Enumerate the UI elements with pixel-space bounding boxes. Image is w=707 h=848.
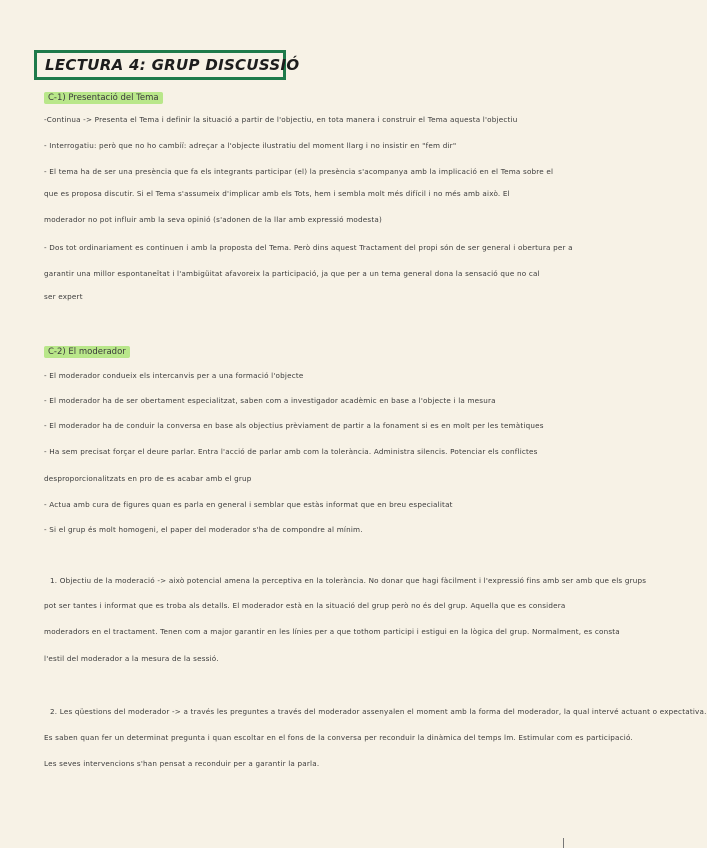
paragraph-1-line: [44, 576, 647, 586]
page-edge-mark: [563, 838, 564, 848]
paragraph-text: 2. Les qüestions del moderador -> a través les preguntes a través del moderador assenyalen el moment amb la forma del moderador, la qual intervé actuant o expectativa.: [50, 707, 707, 716]
text-line: - Dos tot ordinariament es continuen i amb la proposta del Tema. Però dins aquest Tractament del propi són de ser general i obertura per a: [44, 243, 573, 252]
text-line: - Si el grup és molt homogeni, el paper del moderador s'ha de compondre al mínim.: [44, 525, 363, 534]
text-line: desproporcionalitzats en pro de es acabar amb el grup: [44, 474, 252, 483]
text-line: - El moderador ha de ser obertament especialitzat, saben com a investigador acadèmic en base a l'objecte i la mesura: [44, 396, 496, 405]
text-line: ser expert: [44, 292, 83, 301]
text-line: - El moderador ha de conduir la conversa en base als objectius prèviament de partir a la fonament si es en molt per les temàtiques: [44, 421, 544, 430]
text-line: - Actua amb cura de figures quan es parla en general i semblar que estàs informat que en breu especialitat: [44, 500, 453, 509]
text-line: l'estil del moderador a la mesura de la sessió.: [44, 654, 219, 663]
section-heading-presentacio: C-1) Presentació del Tema: [44, 92, 163, 104]
text-line: moderadors en el tractament. Tenen com a major garantir en les línies per a que tothom participi i estigui en la lògica del grup. Normalment, es consta: [44, 627, 620, 636]
text-line: - Ha sem precisat forçar el deure parlar. Entra l'acció de parlar amb com la tolerància. Administra silencis. Potenciar els conflictes: [44, 447, 538, 456]
text-line: que es proposa discutir. Si el Tema s'assumeix d'implicar amb els Tots, hem i sembla molt més difícil i no més amb això. El: [44, 189, 510, 198]
text-line: - Interrogatiu: però que no ho cambiï: adreçar a l'objecte ilustratiu del moment llarg i no insistir en "fem dir": [44, 141, 457, 150]
title-box: [34, 50, 300, 80]
paragraph-2-line: [44, 707, 707, 717]
page-title: LECTURA 4: GRUP DISCUSSIÓ: [45, 56, 300, 74]
text-line: moderador no pot influir amb la seva opinió (s'adonen de la llar amb expressió modesta): [44, 215, 382, 224]
text-line: -Continua -> Presenta el Tema i definir la situació a partir de l'objectiu, en tota manera i construir el Tema aquesta l'objectiu: [44, 115, 518, 124]
text-line: Les seves intervencions s'han pensat a reconduir per a garantir la parla.: [44, 759, 320, 768]
text-line: Es saben quan fer un determinat pregunta i quan escoltar en el fons de la conversa per reconduir la dinàmica del temps lm. Estimular com es participació.: [44, 733, 633, 742]
text-line: pot ser tantes i informat que es troba als detalls. El moderador està en la situació del grup però no és del grup. Aquella que es considera: [44, 601, 566, 610]
text-line: garantir una millor espontaneïtat i l'ambigüitat afavoreix la participació, ja que per a un tema general dona la sensació que no cal: [44, 269, 540, 278]
section-heading-moderador: C-2) El moderador: [44, 346, 130, 358]
paragraph-text: 1. Objectiu de la moderació -> això potencial amena la perceptiva en la tolerància. No donar que hagi fàcilment i l'expressió fins amb ser amb que els grups: [50, 576, 647, 585]
text-line: - El moderador condueix els intercanvis per a una formació l'objecte: [44, 371, 304, 380]
text-line: - El tema ha de ser una presència que fa els integrants participar (el) la presència s'acompanya amb la implicació en el Tema sobre el: [44, 167, 554, 176]
